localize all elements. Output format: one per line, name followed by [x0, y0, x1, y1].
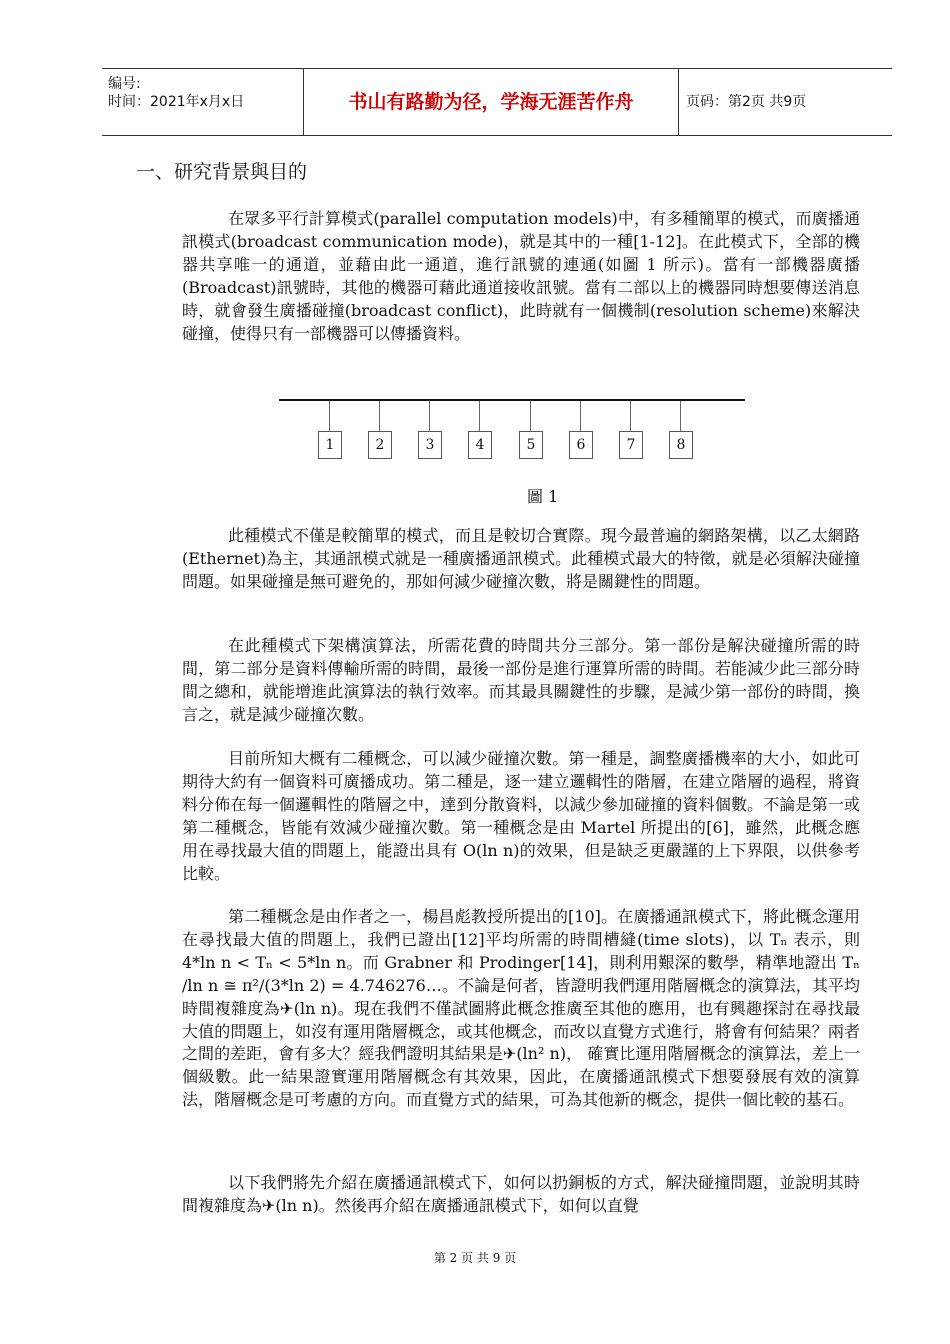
node-connector	[530, 401, 531, 431]
paragraph: 第二種概念是由作者之一，楊昌彪教授所提出的[10]。在廣播通訊模式下，將此概念運用在尋找最大值的問題上，我們已證出[12]平均所需的時間槽縫(time slots)，以 Tₙ 表示，則 4*ln n < Tₙ < 5*ln n。而 Grabner 和 Prodinger[14]，則利用艱深的數學，精準地證出 Tₙ /ln n ≅ π²/(3*ln 2) = 4.746276…。不論是何者，皆證明我們運用階層概念的演算法，其平均時間複雜度為✈(ln n)。現在我們不僅試圖將此概念推廣至其他的應用，也有興趣探討在尋找最大值的問題上，如沒有運用階層概念，或其他概念，而改以直覺方式進行，將會有何結果？兩者之間的差距，會有多大？經我們證明其結果是✈(ln² n)， 確實比運用階層概念的演算法，差上一個級數。此一結果證實運用階層概念有其效果，因此，在廣播通訊模式下想要發展有效的演算法，階層概念是可考慮的方向。而直覺方式的結果，可為其他新的概念，提供一個比較的基石。	[182, 907, 860, 1110]
machine-node: 8	[669, 431, 693, 459]
machine-node: 5	[519, 431, 543, 459]
node-connector	[329, 401, 330, 431]
node-connector	[580, 401, 581, 431]
node-connector	[429, 401, 430, 431]
machine-node: 2	[368, 431, 392, 459]
section-title: 一、研究背景與目的	[136, 161, 308, 183]
paragraph: 在眾多平行計算模式(parallel computation models)中，有多種簡單的模式，而廣播通訊模式(broadcast communication mode)，就是其中的一種[1-12]。在此模式下，全部的機器共享唯一的通道，並藉由此一通道，進行訊號的連通(如圖 1 所示)。當有一部機器廣播(Broadcast)訊號時，其他的機器可藉此通道接收訊號。當有二部以上的機器同時想要傳送消息時，就會發生廣播碰撞(broadcast conflict)，此時就有一個機制(resolution scheme)來解決碰撞，使得只有一部機器可以傳播資料。	[182, 209, 860, 343]
node-connector	[680, 401, 681, 431]
page-footer: 第 2 页 共 9 页	[433, 1251, 517, 1265]
node-connector	[379, 401, 380, 431]
header-time-label: 时间：2021年x月x日	[108, 94, 245, 110]
machine-node: 4	[468, 431, 492, 459]
header-code-label: 编号:	[108, 76, 141, 92]
header-meta	[108, 75, 244, 111]
paragraph: 目前所知大概有二種概念，可以減少碰撞次數。第一種是，調整廣播機率的大小，如此可期待大約有一個資料可廣播成功。第二種是，逐一建立邏輯性的階層，在建立階層的過程，將資料分佈在每一個邏輯性的階層之中，達到分散資料，以減少參加碰撞的資料個數。不論是第一或第二種概念，皆能有效減少碰撞次數。第一種概念是由 Martel 所提出的[6]，雖然，此概念應用在尋找最大值的問題上，能證出具有 O(ln n)的效果，但是缺乏更嚴謹的上下界限，以供參考比較。	[182, 749, 860, 883]
paragraph: 以下我們將先介紹在廣播通訊模式下，如何以扔銅板的方式，解決碰撞問題，並說明其時間複雜度為✈(ln n)。然後再介紹在廣播通訊模式下，如何以直覺	[182, 1173, 860, 1215]
paragraph: 此種模式不僅是較簡單的模式，而且是較切合實際。現今最普遍的網路架構，以乙太網路(Ethernet)為主，其通訊模式就是一種廣播通訊模式。此種模式最大的特徵，就是必須解決碰撞問題。如果碰撞是無可避免的，那如何減少碰撞次數，將是關鍵性的問題。	[182, 526, 860, 591]
figure-caption: 圖 1	[527, 487, 559, 506]
broadcast-channel-line	[279, 399, 745, 401]
machine-node: 1	[318, 431, 342, 459]
header-page-label: 页码：第2页 共9页	[686, 94, 807, 110]
node-connector	[479, 401, 480, 431]
page-header	[102, 68, 892, 136]
machine-node: 7	[619, 431, 643, 459]
machine-node: 6	[569, 431, 593, 459]
broadcast-bus-figure	[279, 399, 745, 463]
header-divider-right	[678, 69, 679, 135]
node-connector	[630, 401, 631, 431]
machine-node: 3	[418, 431, 442, 459]
paragraph: 在此種模式下架構演算法，所需花費的時間共分三部分。第一部份是解決碰撞所需的時間，第二部分是資料傳輸所需的時間，最後一部份是進行運算所需的時間。若能減少此三部分時間之總和，就能增進此演算法的執行效率。而其最具關鍵性的步驟，是減少第一部份的時間，換言之，就是減少碰撞次數。	[182, 636, 860, 724]
header-motto: 书山有路勤为径，学海无涯苦作舟	[348, 91, 634, 113]
